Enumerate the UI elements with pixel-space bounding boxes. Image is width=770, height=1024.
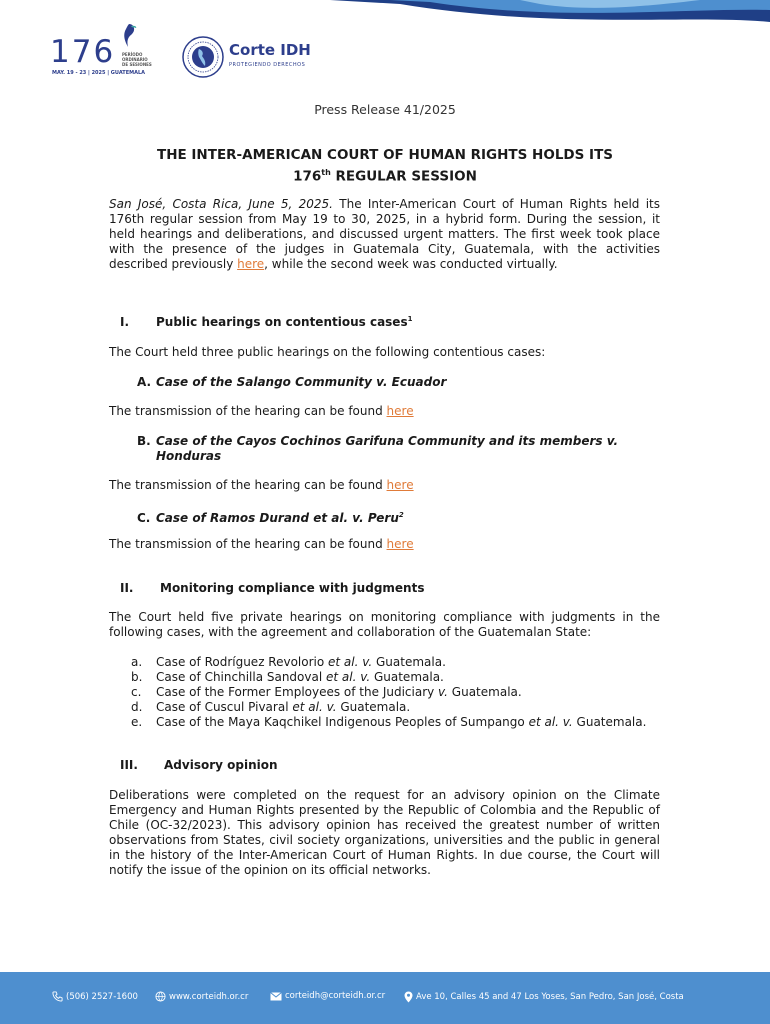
- press-release-number: Press Release 41/2025: [314, 102, 456, 117]
- section-1-intro: The Court held three public hearings on the following contentious cases:: [109, 345, 546, 359]
- footer-address: [404, 991, 684, 1003]
- transmission-text: The transmission of the hearing can be found: [109, 478, 387, 492]
- footer-web: [155, 991, 248, 1002]
- list-text: Case of Cuscul Pivaral: [156, 700, 293, 714]
- section-1-number: I.: [120, 315, 130, 329]
- intro-text-b: , while the second week was conducted virtually.: [264, 257, 558, 271]
- list-text-post: Guatemala.: [336, 700, 411, 714]
- section-2-number: II.: [120, 581, 134, 595]
- session-176-logo: [50, 22, 160, 78]
- list-em: et al. v.: [292, 700, 337, 714]
- intro-here-link[interactable]: here: [237, 257, 265, 271]
- case-b-title-cont: Honduras: [156, 449, 222, 463]
- case-b-heading: [137, 434, 677, 464]
- case-a-label: A.: [137, 375, 152, 389]
- section-2-title: Monitoring compliance with judgments: [160, 581, 425, 595]
- list-text: Case of the Former Employees of the Judiciary: [156, 685, 439, 699]
- footer-address-text: Ave 10, Calles 45 and 47 Los Yoses, San Pedro, San José, Costa: [416, 992, 684, 1002]
- title-number: 176: [293, 168, 322, 185]
- intro-place-date: San José, Costa Rica, June 5, 2025.: [109, 197, 333, 211]
- list-text: Case of Rodríguez Revolorio: [156, 655, 329, 669]
- footer-web-link[interactable]: www.corteidh.or.cr: [169, 991, 249, 1002]
- case-a-title: Case of the Salango Community v. Ecuador: [156, 375, 447, 389]
- footer-bar: [0, 972, 770, 1024]
- section-1-title: Public hearings on contentious cases: [156, 315, 408, 329]
- phone-icon: [52, 991, 63, 1002]
- footnote-2-ref[interactable]: 2: [398, 511, 404, 519]
- list-em: et al. v.: [528, 715, 573, 729]
- case-a-here-link[interactable]: here: [386, 404, 414, 418]
- case-c-heading: [137, 508, 677, 526]
- list-item: [131, 655, 661, 670]
- title-line-2: [100, 164, 670, 186]
- footer-email-link[interactable]: corteidh@corteidh.or.cr: [285, 991, 386, 1001]
- logo-176-number: 176: [50, 34, 116, 70]
- footer-phone-text[interactable]: (506) 2527-1600: [66, 991, 138, 1002]
- case-a-transmission: [109, 404, 660, 419]
- section-1-title-wrap: [156, 315, 412, 329]
- list-letter: d.: [131, 700, 143, 714]
- mail-icon: [270, 992, 282, 1001]
- globe-icon: [155, 991, 166, 1002]
- corte-idh-name: Corte IDH: [229, 41, 311, 59]
- logo-sub-line-2: ORDINARIO: [122, 57, 148, 62]
- case-c-transmission: [109, 537, 660, 552]
- footnote-1-ref[interactable]: 1: [407, 315, 413, 323]
- section-3-text: Deliberations were completed on the request for an advisory opinion on the Climate Emergency and Human Rights presented by the Republic of Colombia and the Republic of Chile (OC-32/2023). This advisory opinion has received the greatest number of written observations from States, civil society organizations, universities and the public in general in the history of the Inter-American Court of Human Rights. In due course, the Court will notify the issue of the opinion on its official networks.: [109, 788, 660, 877]
- case-c-label: C.: [137, 511, 151, 525]
- corte-idh-logo: [182, 36, 322, 78]
- location-pin-icon: [404, 991, 413, 1003]
- logo-sub-line-3: DE SESIONES: [122, 62, 152, 67]
- list-letter: c.: [131, 685, 142, 699]
- list-text: Case of Chinchilla Sandoval: [156, 670, 326, 684]
- list-text-post: Guatemala.: [447, 685, 522, 699]
- case-b-transmission: [109, 478, 660, 493]
- intro-paragraph: [109, 197, 660, 272]
- list-letter: e.: [131, 715, 143, 729]
- logo-176-dates: MAY. 19 - 23 | 2025 | GUATEMALA: [52, 70, 146, 76]
- list-item: [131, 685, 661, 700]
- corte-idh-tagline: PROTEGIENDO DERECHOS: [229, 62, 306, 68]
- list-item: [131, 700, 661, 715]
- section-3-number: III.: [120, 758, 138, 772]
- list-text-post: Guatemala.: [372, 655, 446, 669]
- logo-sub-line-1: PERÍODO: [122, 52, 143, 57]
- list-em: v.: [438, 685, 448, 699]
- quetzal-bird-icon: [120, 22, 138, 48]
- list-item: [131, 715, 661, 730]
- transmission-text: The transmission of the hearing can be found: [109, 537, 387, 551]
- list-item: [131, 670, 661, 685]
- footer-email: [270, 991, 385, 1001]
- list-text-post: Guatemala.: [370, 670, 444, 684]
- list-text-post: Guatemala.: [572, 715, 647, 729]
- title-suffix: REGULAR SESSION: [330, 168, 477, 185]
- compliance-case-list: [131, 655, 661, 730]
- document-title: [100, 147, 670, 186]
- list-em: et al. v.: [328, 655, 373, 669]
- case-b-here-link[interactable]: here: [386, 478, 414, 492]
- section-3-title: Advisory opinion: [164, 758, 278, 772]
- case-a-heading: [137, 375, 677, 390]
- list-letter: b.: [131, 670, 143, 684]
- section-2-intro: The Court held five private hearings on monitoring compliance with judgments in the following cases, with the agreement and collaboration of the Guatemalan State:: [109, 610, 660, 639]
- case-b-title: Case of the Cayos Cochinos Garifuna Community and its members v.: [156, 434, 619, 448]
- intro-text-a: The Inter-American Court of Human Rights held its 176th regular session from May 19 to 30, 2025, in a hybrid form. During the session, it held hearings and deliberations, and discussed urgent matters. The first week took place with the presence of the judges in Guatemala City, Guatemala, with the activities described previously: [109, 197, 660, 271]
- case-c-here-link[interactable]: here: [386, 537, 414, 551]
- title-line-1: THE INTER-AMERICAN COURT OF HUMAN RIGHTS HOLDS ITS: [156, 147, 614, 163]
- court-seal-icon: [182, 36, 224, 78]
- list-em: et al. v.: [326, 670, 371, 684]
- logo-176-subtitle: [122, 52, 152, 67]
- case-b-label: B.: [137, 434, 151, 448]
- list-text: Case of the Maya Kaqchikel Indigenous Peoples of Sumpango: [156, 715, 529, 729]
- footer-phone: [52, 991, 138, 1002]
- case-c-title: Case of Ramos Durand et al. v. Peru: [156, 511, 399, 525]
- title-ordinal: th: [321, 168, 331, 177]
- list-letter: a.: [131, 655, 143, 669]
- transmission-text: The transmission of the hearing can be found: [109, 404, 387, 418]
